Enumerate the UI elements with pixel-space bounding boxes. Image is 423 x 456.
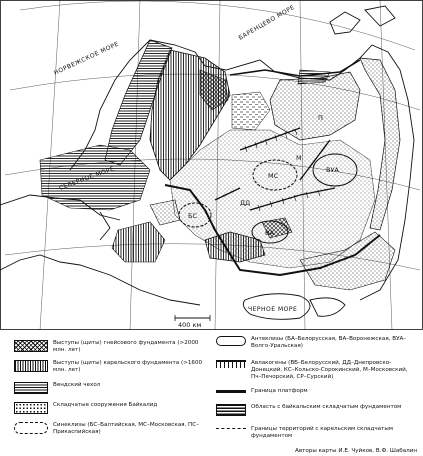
unit-label-p: П	[318, 114, 323, 122]
legend-swatch-horizontal	[14, 382, 48, 394]
legend-item-syneclise	[14, 422, 204, 436]
sea-label-norwegian: НОРВЕЖСКОЕ МОРЕ	[52, 40, 121, 77]
unit-label-dd: ДД	[240, 199, 251, 207]
legend-swatch-outline-arrow	[216, 336, 246, 346]
bohemian-area	[150, 200, 180, 225]
map-legend	[0, 330, 423, 456]
unit-label-ms: МС	[268, 172, 279, 180]
legend-item-vendian	[14, 382, 204, 394]
mezen-syneclise	[232, 92, 270, 130]
map-credit: Авторы карты И.Е. Чуйков, В.Ф. Шабалин	[295, 448, 417, 454]
unit-label-bs: БС	[188, 212, 197, 220]
legend-label: Синеклизы (БС–Балтийская, МС–Московская, ПС–Прикаспийская)	[53, 422, 199, 435]
legend-label: Вендский чехол	[53, 382, 101, 388]
sea-label-north: СЕВЕРНОЕ МОРЕ	[58, 165, 116, 192]
legend-item-aulacogen	[216, 360, 416, 381]
legend-swatch-outline	[14, 422, 48, 434]
legend-label: Складчатые сооружения Байкалид	[53, 402, 158, 408]
sea-label-black: ЧЕРНОЕ МОРЕ	[248, 306, 298, 313]
legend-item-karelian-border	[216, 426, 416, 440]
legend-swatch-vertical	[14, 360, 48, 372]
legend-label: Выступы (щиты) гнейсового фундамента (>2000 млн. лет)	[53, 340, 199, 353]
unit-label-vua: ВУА	[326, 166, 339, 174]
legend-label: Область с байкальским складчатым фундаментом	[251, 404, 402, 410]
legend-item-karelian	[14, 360, 204, 374]
legend-label: Границы территорий с карельским складчатым фундаментом	[251, 426, 393, 439]
legend-swatch-stripes-box	[216, 404, 246, 416]
legend-item-anteclise	[216, 336, 416, 350]
sea-label-barents: БАРЕНЦЕВО МОРЕ	[237, 3, 297, 42]
russian-platform-cover	[170, 130, 375, 268]
timan-ridge	[298, 70, 330, 84]
legend-swatch-hatched-line	[216, 360, 246, 368]
legend-item-baikal-basement	[216, 404, 416, 416]
legend-item-platform-border	[216, 388, 416, 396]
legend-label: Антеклизы (БА–Белорусская, ВА–Воронежская, ВУА–Волго-Уральская)	[251, 336, 407, 349]
unit-label-m: М	[296, 154, 302, 162]
legend-item-baikalides	[14, 402, 204, 414]
legend-label: Граница платформ	[251, 388, 308, 394]
legend-item-gneiss	[14, 340, 204, 354]
central-europe-karelian	[112, 222, 165, 262]
legend-label: Авлакогены (ВБ–Белорусский, ДД–Днепровско-Донецкий, КС–Кольско-Сорокинский, М–Московский, Пч–Печорский, СР–Сурский)	[251, 360, 408, 380]
legend-swatch-dots	[14, 402, 48, 414]
legend-swatch-crosshatch	[14, 340, 48, 352]
legend-label: Выступы (щиты) карельского фундамента (>1600 млн. лет)	[53, 360, 203, 373]
unit-label-va: ВА	[265, 229, 274, 237]
legend-swatch-thick-line	[216, 390, 246, 396]
legend-swatch-dash-line	[216, 428, 246, 434]
scale-label: 400 км	[178, 321, 202, 329]
scale-bar	[175, 315, 210, 329]
